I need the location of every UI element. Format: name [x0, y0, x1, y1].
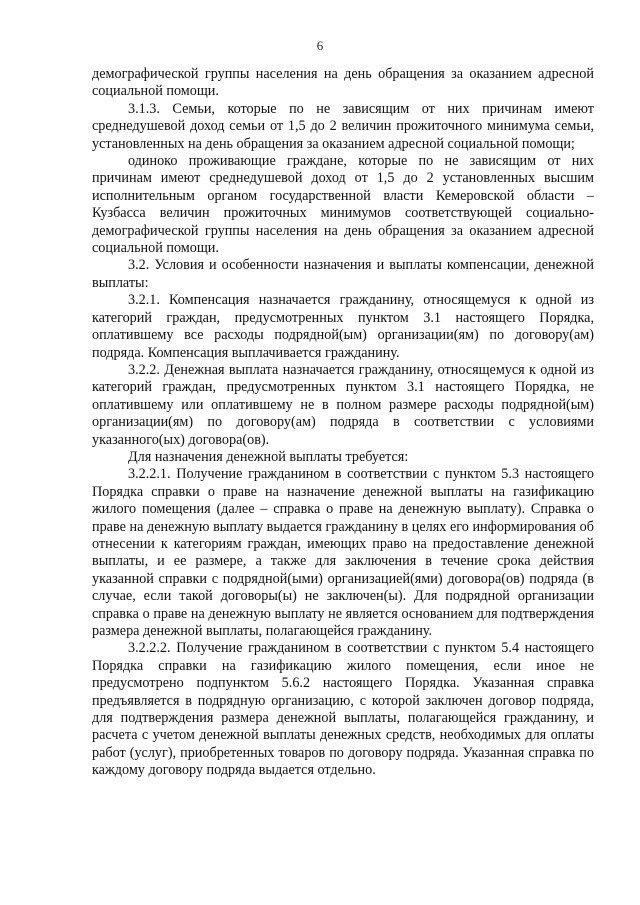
- paragraph-continuation: демографической группы населения на день обращения за оказанием адресной социальной помощи.: [92, 66, 594, 100]
- paragraph-requirements-intro: Для назначения денежной выплаты требуется:: [128, 448, 409, 465]
- paragraph-3-2: 3.2. Условия и особенности назначения и выплаты компенсации, денежной выплаты:: [92, 257, 594, 291]
- paragraph-3-2-2-1: 3.2.2.1. Получение гражданином в соответствии с пунктом 5.3 настоящего Порядка справки о праве на назначение денежной выплаты на газификацию жилого помещения (далее – справка о праве на денежную выплату). Справка о праве на денежную выплату выдается гражданину в целях его информирования об отнесении к категориям граждан, имеющих право на предоставление денежной выплаты, и ее размере, а также для заключения в течение срока действия указанной справки с подрядной(ыми) организацией(ями) договора(ов) подряда (в случае, если такой договоры(ы) не заключен(ы). Для подрядной организации справка о праве на денежную выплату не является основанием для подтверждения размера денежной выплаты, полагающейся гражданину.: [92, 466, 594, 639]
- paragraph-single-citizens: одиноко проживающие граждане, которые по не зависящим от них причинам имеют среднедушевой доход от 1,5 до 2 установленных высшим исполнительным органом государственной власти Кемеровской области – Кузбасса величин прожиточных минимумов соответствующей социально-демографической группы населения на день обращения за оказанием адресной социальной помощи.: [92, 153, 594, 257]
- paragraph-3-2-1: 3.2.1. Компенсация назначается гражданину, относящемуся к одной из категорий граждан, предусмотренных пунктом 3.1 настоящего Порядка, оплатившему все расходы подрядной(ым) организации(ям) по договору(ам) подряда. Компенсация выплачивается гражданину.: [92, 292, 594, 361]
- document-body: [92, 66, 594, 780]
- paragraph-3-2-2-2: 3.2.2.2. Получение гражданином в соответствии с пунктом 5.4 настоящего Порядка справки на газификацию жилого помещения, если иное не предусмотрено подпунктом 5.6.2 настоящего Порядка. Указанная справка предъявляется в подрядную организацию, с которой заключен договор подряда, для подтверждения размера денежной выплаты, полагающейся гражданину, и расчета с учетом денежной выплаты денежных средств, необходимых для оплаты работ (услуг), приобретенных товаров по договору подряда. Указанная справка по каждому договору подряда выдается отдельно.: [92, 640, 594, 779]
- paragraph-3-2-2: 3.2.2. Денежная выплата назначается гражданину, относящемуся к одной из категорий граждан, предусмотренных пунктом 3.1 настоящего Порядка, не оплатившему или оплатившему не в полном размере расходы подрядной(ым) организации(ям) по договору(ам) подряда в соответствии с условиями указанного(ых) договора(ов).: [92, 361, 594, 448]
- paragraph-3-1-3: 3.1.3. Семьи, которые по не зависящим от них причинам имеют среднедушевой доход семьи от 1,5 до 2 величин прожиточного минимума семьи, установленных на день обращения за оказанием адресной социальной помощи;: [92, 100, 594, 152]
- page-number: 6: [316, 38, 324, 53]
